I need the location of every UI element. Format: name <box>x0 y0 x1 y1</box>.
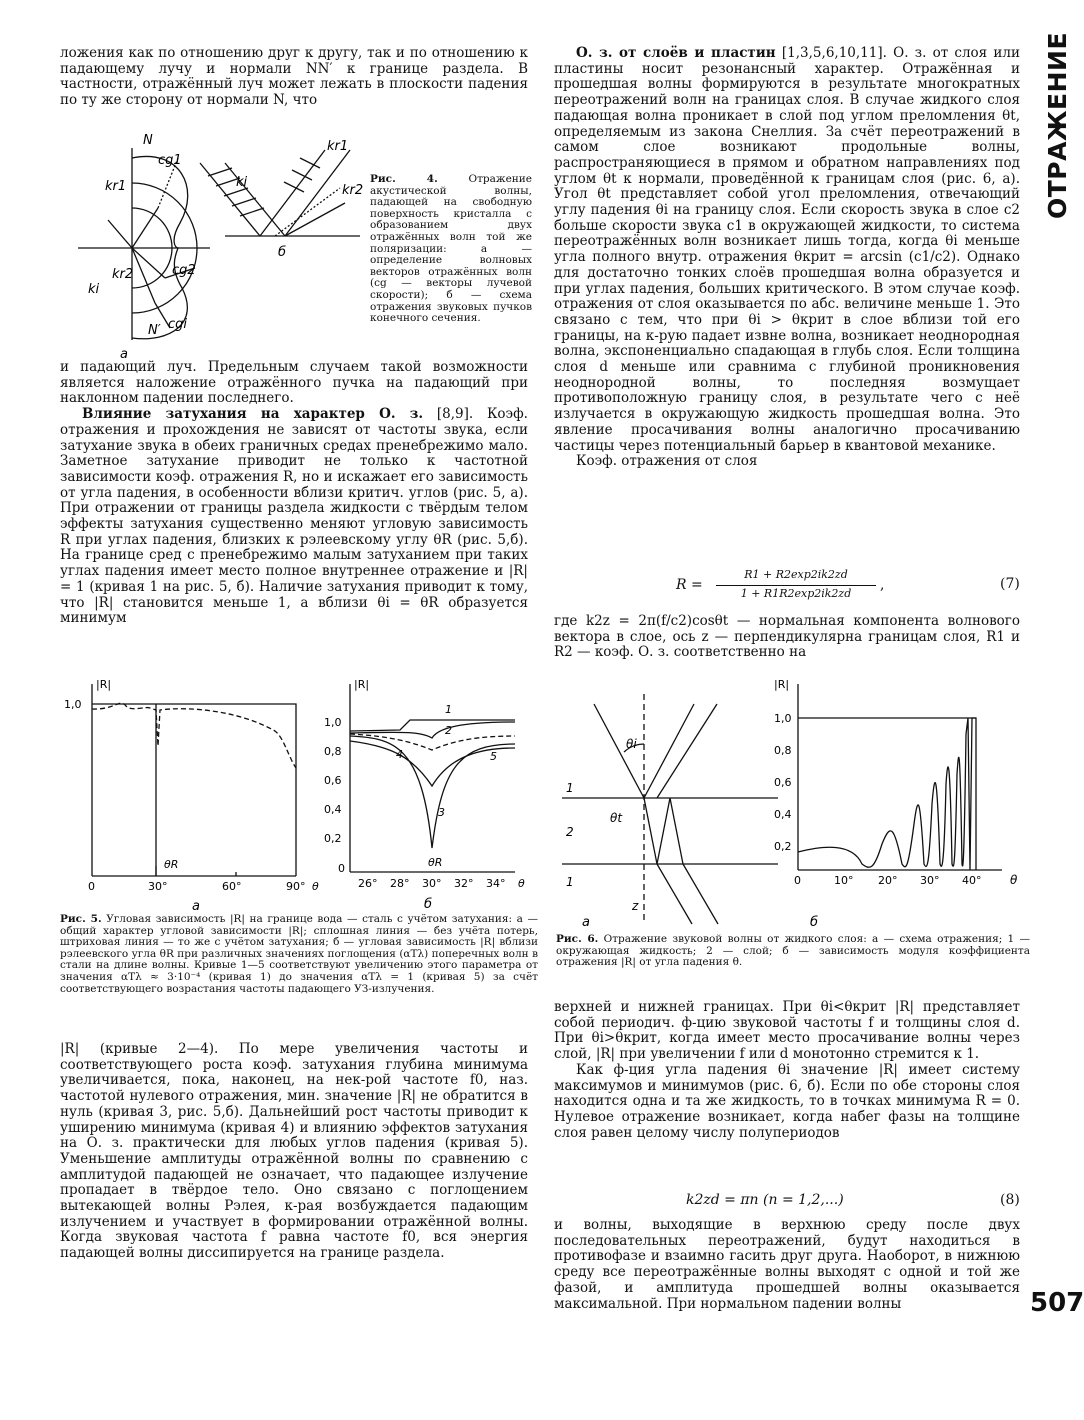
label-N: N <box>143 133 153 148</box>
label-kr2-a: kr2 <box>112 267 134 282</box>
paragraph-continued: ложения как по отношению друг к другу, так и по отношению к падающему лучу и нормали NN′ к границе раздела. В частности, отражённый луч может лежать в плоскости падения по ту же сторону от нормали N, что <box>60 45 528 109</box>
label-ki-a: ki <box>88 282 100 297</box>
label-cgi: cgi <box>168 317 188 332</box>
fig5b-ytick-0: 0 <box>338 862 345 875</box>
figure-6 <box>552 674 1032 984</box>
fig5b-ytick-02: 0,2 <box>324 832 342 845</box>
figure-5 <box>60 676 540 1036</box>
fig6b-xtick-20: 20° <box>878 874 898 887</box>
fig6a-z: z <box>632 899 639 913</box>
fig5b-xtick-30: 30° <box>422 877 442 890</box>
fig5a-xtick-90: 90° <box>286 880 306 893</box>
fig5b-xtick-32: 32° <box>454 877 474 890</box>
curve-label-5: 5 <box>490 750 497 763</box>
right-top-paragraphs <box>554 46 1020 470</box>
paragraph-damping: Влияние затухания на характер О. з. [8,9]. Коэф. отражения и прохождения не зависят от частоты звука, если затухание звука в обеих граничных средах пренебрежимо мало. Заметное затухание приводит не только к частотной зависимости коэф. отражения R, но и искажает его зависимость от угла падения, в особенности вблизи критич. углов (рис. 5, а). При отражении от границы раздела жидкости с твёрдым телом эффекты затухания существенно меняют угловую зависимость R при углах падения, близких к рэлеевскому углу θR (рис. 5,б). На границе сред с пренебрежимо малым затуханием при таких углах падения имеет место полное внутреннее отражение и |R| = 1 (кривая 1 на рис. 5, б). Наличие затухания приводит к тому, что |R| становится меньше 1, а вблизи θi = θR образуется минимум <box>60 406 528 627</box>
fig6-panel-a-label: а <box>582 915 590 930</box>
fig6b-ytick-04: 0,4 <box>774 808 792 821</box>
paragraph-antiphase: и волны, выходящие в верхнюю среду после двух последовательных переотражений, будут находиться в противофазе и взаимно гасить друг друга. Наоборот, в нижнюю среду все переотражённые волны выходят с одной и той же фазой, и амплитуда прошедшей волны оказывается максимальной. При нормальном падении волны <box>554 1217 1020 1312</box>
figure-5-drawing <box>60 676 540 912</box>
curve-label-1: 1 <box>445 703 452 716</box>
fig5b-ytick-04: 0,4 <box>324 803 342 816</box>
fig6b-ytick-02: 0,2 <box>774 840 792 853</box>
left-bottom-paragraph <box>60 1042 528 1262</box>
equation-8-number: (8) <box>1000 1192 1020 1208</box>
fig6a-theta-t: θt <box>610 811 623 825</box>
right-p3 <box>554 614 1020 661</box>
paragraph-layers: О. з. от слоёв и пластин [1,3,5,6,10,11]. О. з. от слоя или пластины носит резонансный характер. Отражённая и прошедшая волны формируются в результате многократных переотражений волн на границах слоя. В случае жидкого слоя падающая волна проникает в слой под углом преломления θt, определяемым из закона Снеллия. За счёт переотражений в самом слое возникают продольные волны, распространяющиеся в прямом и обратном направлениях под углом θt к нормали, проведённой к границам слоя (рис. 6, а). Угол θt представляет собой угол преломления, отвечающий углу падения θi на границу слоя. Если скорость звука в слое c2 больше скорости звука c1 в окружающей жидкости, то система переотражённых волн возникает лишь тогда, когда θi меньше угла полного внутр. отражения θкрит = arcsin (c1/c2). Однако для достаточно тонких слоёв прошедшая волна образуется и при углах падения, больших критического. В этом случае коэф. отражения от слоя оказывается по абс. величине меньше 1. Это связано с тем, что при θi > θкрит в слое вблизи той его границы, на к-рую падает извне волна, возникает неоднородная волна, экспоненциально спадающая в глубь слоя. Если толщина слоя d меньше или сравнима с глубиной проникновения неоднородной волны, то последняя возмущает противоположную границу слоя, в результате чего с неё излучается в окружающую жидкость прошедшая волна. Это явление просачивания волны аналогично просачиванию частицы через потенциальный барьер в квантовой механике. <box>554 45 1020 454</box>
fig5a-ytick: 1,0 <box>64 698 82 711</box>
fig6b-ytick-06: 0,6 <box>774 776 792 789</box>
fig5b-theta-r: θR <box>428 856 443 869</box>
fig5a-theta-r: θR <box>164 858 179 871</box>
fig5a-xtick-60: 60° <box>222 880 242 893</box>
curve-label-3: 3 <box>438 806 445 819</box>
label-kr1-b: kr1 <box>327 139 349 154</box>
figure-4-drawing <box>60 128 370 364</box>
fig4-panel-a-label: а <box>120 347 128 362</box>
fig6b-ylabel: |R| <box>774 678 790 691</box>
fig5b-xsym: θ <box>518 877 525 890</box>
fig5b-xtick-26: 26° <box>358 877 378 890</box>
fig5b-ytick-08: 0,8 <box>324 745 342 758</box>
figure-4 <box>60 128 532 364</box>
left-top-paragraph <box>60 46 528 109</box>
fig6a-region-1-bottom: 1 <box>566 875 574 889</box>
fig6b-xtick-10: 10° <box>834 874 854 887</box>
fig6b-xtick-0: 0 <box>794 874 801 887</box>
fig6b-xtick-30: 30° <box>920 874 940 887</box>
fig6b-xsym: θ <box>1010 873 1018 887</box>
equation-8: k2zd = πn (n = 1,2,...) <box>686 1192 844 1208</box>
paragraph-after-fig4: и падающий луч. Предельным случаем такой возможности является наложение отражённого пучка на падающий при наклонном падении последнего. <box>60 359 528 407</box>
figure-6-caption: Рис. 6. Отражение звуковой волны от жидкого слоя: а — схема отражения; 1 — окружающая жидкость; 2 — слой; б — зависимость модуля коэффициента отражения |R| от угла падения θ. <box>556 933 1030 969</box>
figure-5-caption: Рис. 5. Угловая зависимость |R| на границе вода — сталь с учётом затухания: а — общий характер угловой зависимости |R|; сплошная линия — без учёта потерь, штриховая линия — то же с учётом затухания; б — угловая зависимость |R| вблизи рэлеевского угла θR при различных значениях поглощения (αTλ) поперечных волн в стали на длине волны. Кривые 1—5 соответствуют увеличению этого параметра от значения αTλ ≈ 3·10⁻⁴ (кривая 1) до значения αTλ = 1 (кривая 5) за счёт соответствующего возрастания частоты падающего УЗ-излучения. <box>60 913 538 995</box>
curve-label-2: 2 <box>445 724 452 737</box>
fig6-panel-b-label: б <box>810 915 819 930</box>
fig6a-theta-i: θi <box>626 737 637 751</box>
figure-4-caption: Рис. 4. Отражение акустической волны, падающей на свободную поверхность кристалла с образованием двух отражённых волн той же поляризации: а — определение волновых векторов отражённых волн (cg — векторы лучевой скорости); б — схема отражения звуковых пучков конечного сечения. <box>370 173 532 325</box>
fig5b-xtick-28: 28° <box>390 877 410 890</box>
equation-7-number: (7) <box>1000 576 1020 592</box>
fig5a-xtick-0: 0 <box>88 880 95 893</box>
fig5b-ytick-1: 1,0 <box>324 716 342 729</box>
fig5-panel-a-label: а <box>192 899 200 912</box>
paragraph-angle-function: Как ф-ция угла падения θi значение |R| имеет систему максимумов и минимумов (рис. 6, б). Если по обе стороны слоя находится одна и та же жидкость, то в точках минимума R = 0. Нулевое отражение возникает, когда набег фазы на толщине слоя равен целому числу полупериодов <box>554 1061 1020 1141</box>
page-number: 507 <box>1030 1288 1084 1318</box>
label-kr1: kr1 <box>105 179 127 194</box>
fig5-panel-b-label: б <box>424 897 433 912</box>
paragraph-k2z: где k2z = 2π(f/c2)cosθt — нормальная компонента волнового вектора в слое, ось z — перпендикулярна границам слоя, R1 и R2 — коэф. О. з. соответственно на <box>554 613 1020 661</box>
paragraph-coef-layer: Коэф. отражения от слоя <box>576 453 758 470</box>
fig6a-region-1-top: 1 <box>566 781 574 795</box>
paragraph-boundaries: верхней и нижней границах. При θi<θкрит |R| представляет собой периодич. ф-цию звуковой частоты f и толщины слоя d. При θi>θкрит, когда имеет место просачивание волны через слой, |R| при увеличении f или d монотонно стремится к 1. <box>554 999 1020 1063</box>
curve-label-4: 4 <box>396 748 403 761</box>
label-Nprime: N′ <box>148 323 161 338</box>
fig5b-ylabel: |R| <box>354 678 370 691</box>
section-tag: ОТРАЖЕНИЕ <box>1043 31 1073 219</box>
label-ki-b: ki <box>236 175 248 190</box>
fig5a-xtick-30: 30° <box>148 880 168 893</box>
label-cg1: cg1 <box>158 153 182 168</box>
fig6b-ytick-1: 1,0 <box>774 712 792 725</box>
label-cg2: cg2 <box>172 263 196 278</box>
fig6b-ytick-08: 0,8 <box>774 744 792 757</box>
fig4-panel-b-label: б <box>278 245 287 260</box>
left-middle-paragraphs <box>60 360 528 627</box>
label-kr2-b: kr2 <box>342 183 364 198</box>
fig6b-xtick-40: 40° <box>962 874 982 887</box>
figure-6-drawing <box>552 674 1032 930</box>
equation-7: R = R1 + R2exp2ik2zd 1 + R1R2exp2ik2zd , <box>676 568 885 600</box>
fig5a-xsym: θ <box>312 880 319 893</box>
fig5b-ytick-06: 0,6 <box>324 774 342 787</box>
right-final-paragraph <box>554 1218 1020 1312</box>
right-bottom-paragraphs <box>554 1000 1020 1141</box>
paragraph-curves: |R| (кривые 2—4). По мере увеличения частоты и соответствующего роста коэф. затухания глубина минимума увеличивается, пока, наконец, на нек-рой частоте f0, наз. частотой нулевого отражения, мин. значение |R| не обратится в нуль (кривая 3, рис. 5,б). Дальнейший рост частоты приводит к уширению минимума (кривая 4) и влиянию эффектов затухания на О. з. практически для любых углов падения (кривая 5). Уменьшение амплитуды отражённой волны по сравнению с амплитудой падающей не означает, что падающее излучение пропадает в твёрдое тело. Оно связано с поглощением вытекающей волны Рэлея, к-рая возбуждается падающим излучением и участвует в формировании отражённой волны. Когда звуковая частота f равна частоте f0, вся энергия падающей волны диссипируется на границе раздела. <box>60 1041 528 1262</box>
fig5b-xtick-34: 34° <box>486 877 506 890</box>
fig5a-ylabel: |R| <box>96 678 112 691</box>
fig6a-region-2: 2 <box>566 825 574 839</box>
